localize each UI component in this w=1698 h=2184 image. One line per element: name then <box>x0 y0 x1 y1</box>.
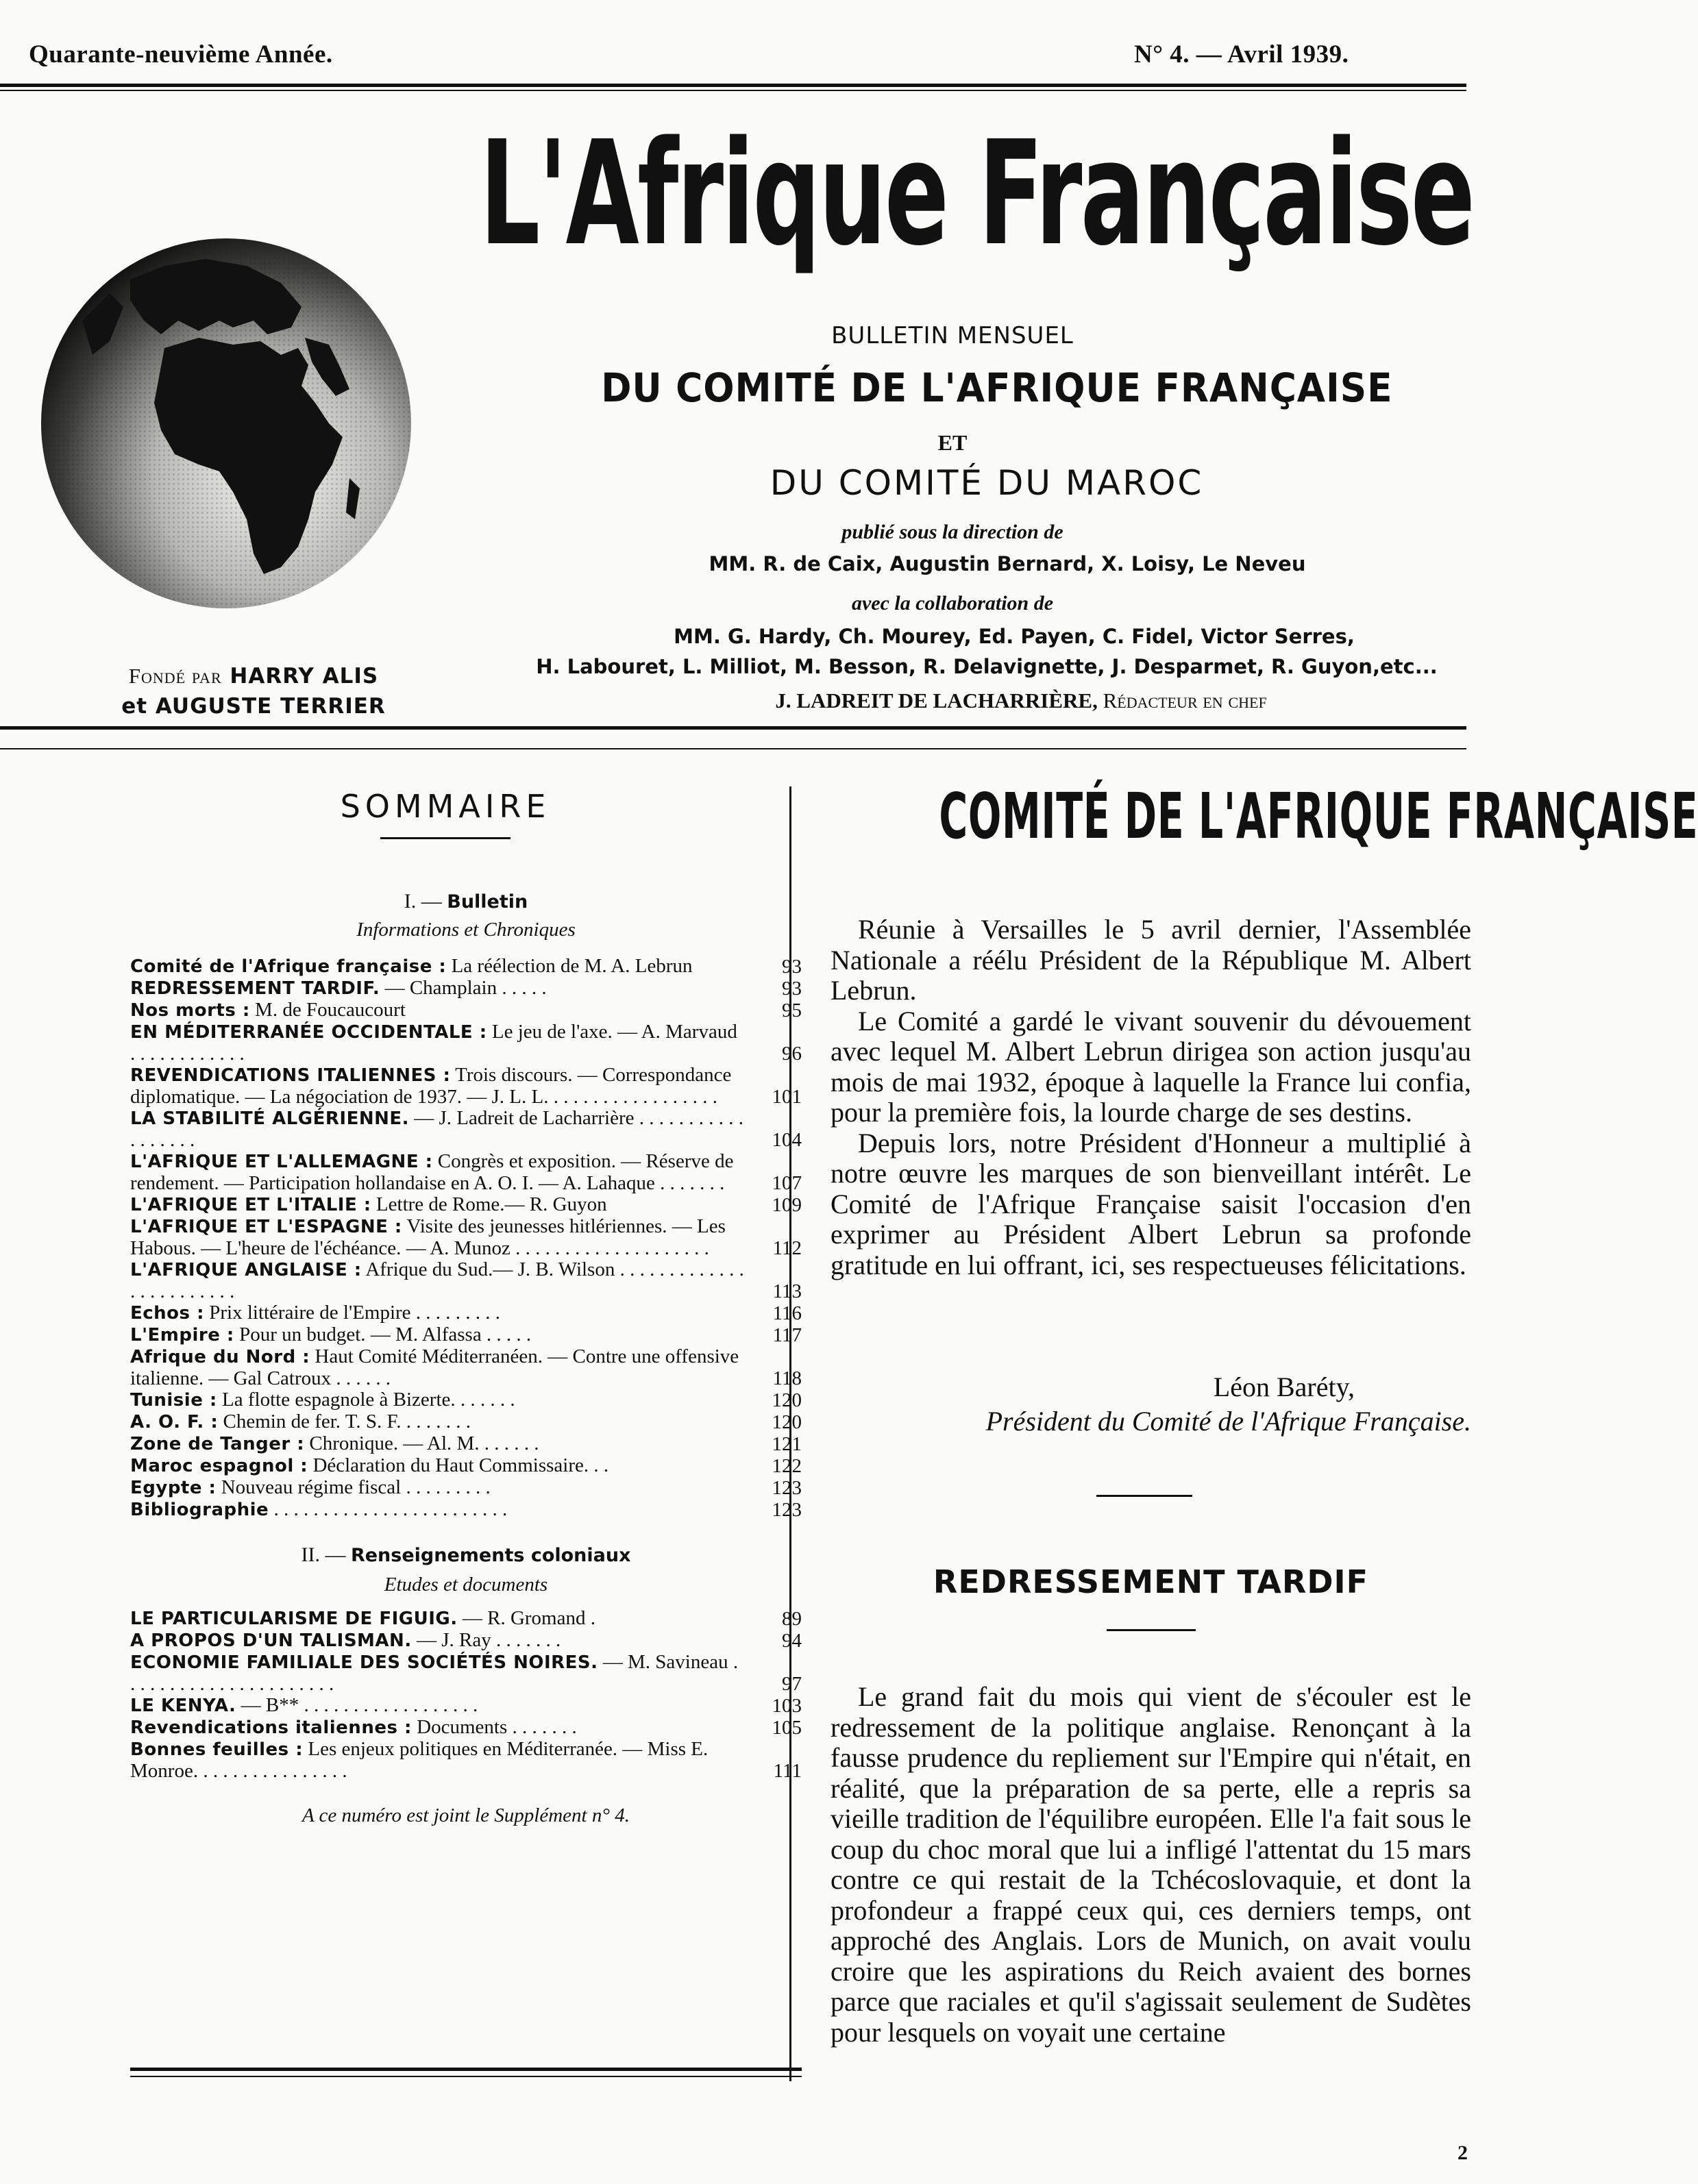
toc-entry-page: 113 <box>772 1280 802 1302</box>
signature-name: Léon Baréty, <box>1213 1372 1355 1402</box>
section2-num: II. — <box>301 1543 346 1566</box>
toc-entry-page: 101 <box>772 1086 802 1108</box>
toc-entry-page: 120 <box>772 1411 802 1433</box>
toc-entry-heading: LA STABILITÉ ALGÉRIENNE. <box>130 1108 409 1129</box>
table-of-contents <box>130 891 802 1826</box>
toc-entry-text: — J. Ladreit de Lacharrière . . . . . . . . . . . . . . . . . . <box>130 1107 743 1151</box>
toc-entry-page: 123 <box>772 1499 802 1521</box>
toc-entry-text: Déclaration du Haut Commissaire. . . <box>312 1454 609 1476</box>
toc-entry <box>130 1346 802 1389</box>
section1-title: Bulletin <box>447 891 528 913</box>
article1-title: COMITÉ DE L'AFRIQUE FRANÇAISE <box>939 780 1698 853</box>
toc-entry-heading: REVENDICATIONS ITALIENNES : <box>130 1065 451 1086</box>
toc-entry-text: Nouveau régime fiscal . . . . . . . . . <box>221 1476 491 1498</box>
toc-entry-heading: LE PARTICULARISME DE FIGUIG. <box>130 1609 458 1629</box>
toc-entry <box>130 1630 802 1652</box>
toc-entry <box>130 1324 802 1346</box>
toc-entry-text: M. de Foucaucourt <box>255 999 406 1021</box>
editor-line <box>658 688 1384 713</box>
toc-entry-heading: LE KENYA. <box>130 1696 236 1716</box>
toc-entry-text: La flotte espagnole à Bizerte. . . . . . . <box>222 1389 515 1411</box>
page-number: 2 <box>1457 2142 1468 2164</box>
toc-entry <box>130 1065 802 1108</box>
bulletin-mensuel: BULLETIN MENSUEL <box>831 322 1074 349</box>
article2-paragraph: Le grand fait du mois qui vient de s'écouler est le redressement de la politique anglaise. Renonçant à la fausse prudence du repliement sur l'Empire qui n'était, en réalité, que la préparation de sa perte, elle a repris sa vieille tradition de l'équilibre européen. Elle l'a fait sous le coup du choc moral que lui a infligé l'attentat du 15 mars contre ce qui restait de la Tchécoslovaquie, et dont la profondeur a frappé ceux qui, ces derniers temps, ont approché des Anglais. Lors de Munich, on avait voulu croire que les aspirations du Reich avaient des bornes parce que raciales et qu'il s'agissait seulement de Sudètes pour lesquels on voyait une certaine <box>830 1681 1471 2048</box>
toc-entry-page: 103 <box>772 1695 802 1717</box>
toc-entry-heading: A PROPOS D'UN TALISMAN. <box>130 1630 412 1651</box>
section1-num: I. — <box>404 890 442 913</box>
toc-entry-text: Trois discours. — Correspondance diplomatique. — La négociation de 1937. — J. L. L. . . . . . . . . . . . . . . . . . <box>130 1064 732 1108</box>
subtitle-comite-afrique: DU COMITÉ DE L'AFRIQUE FRANÇAISE <box>601 364 1393 411</box>
sommaire-bottom-rule <box>130 2068 802 2071</box>
toc-entry <box>130 1302 802 1324</box>
toc-entry <box>130 956 802 978</box>
collaborators-line1: MM. G. Hardy, Ch. Mourey, Ed. Payen, C. Fidel, Victor Serres, <box>674 625 1355 648</box>
toc-entry-text: Congrès et exposition. — Réserve de rendement. — Participation hollandaise en A. O. I. — A. Lahaque . . . . . . . <box>130 1150 734 1194</box>
toc-entry-text: . . . . . . . . . . . . . . . . . . . . . . . . <box>273 1498 508 1520</box>
collaborators-line2: H. Labouret, L. Milliot, M. Besson, R. Delavignette, J. Desparmet, R. Guyon,etc... <box>536 655 1438 678</box>
top-rule <box>0 84 1466 87</box>
article-separator <box>1096 1495 1192 1497</box>
toc-entry-heading: Revendications italiennes : <box>130 1717 412 1738</box>
article1-paragraph: Réunie à Versailles le 5 avril dernier, l'Assemblée Nationale a réélu Président de la République M. Albert Lebrun. <box>830 914 1471 1006</box>
toc-entry-page: 105 <box>772 1717 802 1739</box>
toc-entry-heading: Nos morts : <box>130 1000 250 1021</box>
toc-entry <box>130 1259 802 1302</box>
toc-entry-page: 109 <box>772 1194 802 1216</box>
article1-paragraph: Depuis lors, notre Président d'Honneur a multiplié à notre œuvre les marques de son bienveillant intérêt. Le Comité de l'Afrique Française saisit l'occasion d'en exprimer au Président Albert Lebrun sa profonde gratitude en lui offrant, ici, ses respectueuses félicitations. <box>830 1127 1471 1280</box>
founded-name2: et AUGUSTE TERRIER <box>121 694 386 719</box>
toc-entry-heading: Bonnes feuilles : <box>130 1739 304 1760</box>
toc-entry-page: 112 <box>772 1237 802 1259</box>
article2-body <box>830 1682 1471 2048</box>
founded-label: Fondé par <box>128 664 222 688</box>
toc-entry-text: — B** . . . . . . . . . . . . . . . . . . <box>241 1694 478 1716</box>
toc-entry-heading: Tunisie : <box>130 1390 217 1411</box>
article2-rule <box>1107 1629 1196 1631</box>
article1-signature <box>830 1370 1471 1439</box>
section2-heading <box>130 1544 802 1566</box>
section2-subtitle: Etudes et documents <box>384 1574 548 1596</box>
sommaire-rule <box>380 837 510 839</box>
editor-name: J. LADREIT DE LACHARRIÈRE, <box>775 688 1098 712</box>
toc-entry <box>130 1608 802 1630</box>
toc-entry-text: — M. Savineau . . . . . . . . . . . . . . . . . . . . . . <box>130 1651 739 1695</box>
toc-entry-text: La réélection de M. A. Lebrun <box>451 955 693 977</box>
section2-entries <box>130 1608 802 1782</box>
signature-role: Président du Comité de l'Afrique Française. <box>985 1406 1471 1437</box>
toc-entry-heading: A. O. F. : <box>130 1412 219 1432</box>
toc-entry-heading: L'AFRIQUE ANGLAISE : <box>130 1260 362 1280</box>
toc-entry-page: 94 <box>782 1630 802 1652</box>
toc-entry-heading: L'AFRIQUE ET L'ESPAGNE : <box>130 1217 402 1237</box>
toc-entry-text: Chemin de fer. T. S. F. . . . . . . . <box>223 1411 471 1432</box>
toc-entry-page: 116 <box>772 1302 802 1324</box>
top-rule-thin <box>0 90 1466 91</box>
toc-entry <box>130 1652 802 1695</box>
toc-entry <box>130 1108 802 1151</box>
header-rule <box>0 726 1466 730</box>
toc-entry <box>130 1000 802 1021</box>
section1-subtitle: Informations et Chroniques <box>356 919 576 941</box>
toc-entry-text: Haut Comité Méditerranéen. — Contre une offensive italienne. — Gal Catroux . . . . . . <box>130 1345 739 1389</box>
masthead-title: L'Afrique Française <box>480 110 1474 277</box>
toc-entry <box>130 1411 802 1433</box>
toc-entry <box>130 1717 802 1739</box>
globe-illustration <box>27 218 425 629</box>
toc-entry-heading: Maroc espagnol : <box>130 1456 308 1476</box>
toc-entry <box>130 1695 802 1717</box>
toc-entry-heading: L'Empire : <box>130 1325 234 1345</box>
toc-entry-heading: Zone de Tanger : <box>130 1434 305 1454</box>
toc-entry-text: Le jeu de l'axe. — A. Marvaud . . . . . . . . . . . . <box>130 1021 737 1065</box>
toc-entry-heading: REDRESSEMENT TARDIF. <box>130 978 380 999</box>
subtitle-et: ET <box>937 430 968 455</box>
toc-entry-text: Prix littéraire de l'Empire . . . . . . . . . <box>209 1302 501 1324</box>
toc-entry-page: 118 <box>772 1367 802 1389</box>
toc-entry-text: Les enjeux politiques en Méditerranée. — Miss E. Monroe. . . . . . . . . . . . . . . . <box>130 1738 709 1782</box>
toc-entry-text: Lettre de Rome.— R. Guyon <box>376 1193 607 1215</box>
toc-entry-page: 111 <box>773 1760 802 1782</box>
toc-entry <box>130 1739 802 1782</box>
sommaire-title: SOMMAIRE <box>340 788 551 825</box>
founded-name1: HARRY ALIS <box>230 664 379 688</box>
article1-paragraph: Le Comité a gardé le vivant souvenir du dévouement avec lequel M. Albert Lebrun dirigea son action jusqu'au mois de mai 1932, époque à laquelle la France lui confia, pour la première fois, la lourde charge de ses destins. <box>830 1005 1471 1128</box>
toc-entry-heading: Echos : <box>130 1303 204 1324</box>
toc-entry <box>130 1499 802 1521</box>
toc-entry-page: 120 <box>772 1389 802 1411</box>
toc-entry-text: — J. Ray . . . . . . . <box>416 1629 561 1651</box>
toc-entry-heading: L'AFRIQUE ET L'ALLEMAGNE : <box>130 1152 433 1172</box>
toc-entry <box>130 1216 802 1259</box>
toc-entry-heading: Egypte : <box>130 1478 217 1498</box>
toc-entry-page: 104 <box>772 1129 802 1151</box>
subtitle-comite-maroc: DU COMITÉ DU MAROC <box>770 463 1204 503</box>
toc-entry-page: 93 <box>782 956 802 978</box>
year-line: Quarante-neuvième Année. <box>29 40 333 69</box>
toc-entry-page: 122 <box>772 1455 802 1477</box>
collaboration-label: avec la collaboration de <box>851 592 1054 615</box>
toc-entry-page: 89 <box>782 1608 802 1630</box>
article1-body <box>830 915 1471 1280</box>
toc-entry-text: — Champlain . . . . . <box>384 977 547 999</box>
toc-entry-page: 95 <box>782 1000 802 1021</box>
header-rule-thin <box>0 748 1466 749</box>
section2-title: Renseignements coloniaux <box>350 1545 631 1566</box>
toc-entry-heading: Comité de l'Afrique française : <box>130 956 447 977</box>
toc-entry-page: 117 <box>772 1324 802 1346</box>
toc-entry-text: — R. Gromand . <box>462 1607 595 1629</box>
toc-entry <box>130 1194 802 1216</box>
editor-role: Rédacteur en chef <box>1103 688 1267 712</box>
toc-entry-page: 121 <box>772 1433 802 1455</box>
toc-entry-heading: L'AFRIQUE ET L'ITALIE : <box>130 1195 371 1215</box>
toc-entry <box>130 1455 802 1477</box>
toc-entry-heading: Afrique du Nord : <box>130 1347 310 1367</box>
toc-entry-page: 97 <box>782 1673 802 1695</box>
directors: MM. R. de Caix, Augustin Bernard, X. Loisy, Le Neveu <box>709 552 1306 575</box>
direction-label: publié sous la direction de <box>841 521 1063 543</box>
founded-block <box>82 661 425 721</box>
toc-entry-page: 107 <box>772 1172 802 1194</box>
toc-entry <box>130 978 802 1000</box>
toc-entry-text: Documents . . . . . . . <box>417 1716 577 1738</box>
toc-entry-text: Pour un budget. — M. Alfassa . . . . . <box>239 1324 532 1345</box>
toc-entry-heading: Bibliographie <box>130 1500 269 1520</box>
toc-entry-text: Chronique. — Al. M. . . . . . . <box>309 1432 539 1454</box>
toc-entry-text: Visite des jeunesses hitlériennes. — Les Habous. — L'heure de l'échéance. — A. Munoz . . . . . . . . . . . . . . . . . . . . <box>130 1215 726 1259</box>
toc-entry-page: 123 <box>772 1477 802 1499</box>
toc-entry-text: Afrique du Sud.— J. B. Wilson . . . . . . . . . . . . . . . . . . . . . . . . <box>130 1258 744 1302</box>
issue-line: N° 4. — Avril 1939. <box>1134 40 1349 69</box>
toc-entry <box>130 1151 802 1194</box>
toc-entry-heading: ECONOMIE FAMILIALE DES SOCIÉTÉS NOIRES. <box>130 1652 598 1673</box>
toc-entry-page: 93 <box>782 978 802 1000</box>
section1-heading <box>130 891 802 913</box>
toc-entry <box>130 1389 802 1411</box>
toc-entry <box>130 1021 802 1065</box>
sommaire-bottom-rule-thin <box>130 2076 802 2077</box>
toc-entry <box>130 1433 802 1455</box>
section1-entries <box>130 956 802 1521</box>
toc-entry-page: 96 <box>782 1043 802 1065</box>
toc-entry-heading: EN MÉDITERRANÉE OCCIDENTALE : <box>130 1022 487 1043</box>
supplement-note: A ce numéro est joint le Supplément n° 4. <box>302 1804 630 1826</box>
toc-entry <box>130 1477 802 1499</box>
article2-title: REDRESSEMENT TARDIF <box>933 1563 1369 1600</box>
